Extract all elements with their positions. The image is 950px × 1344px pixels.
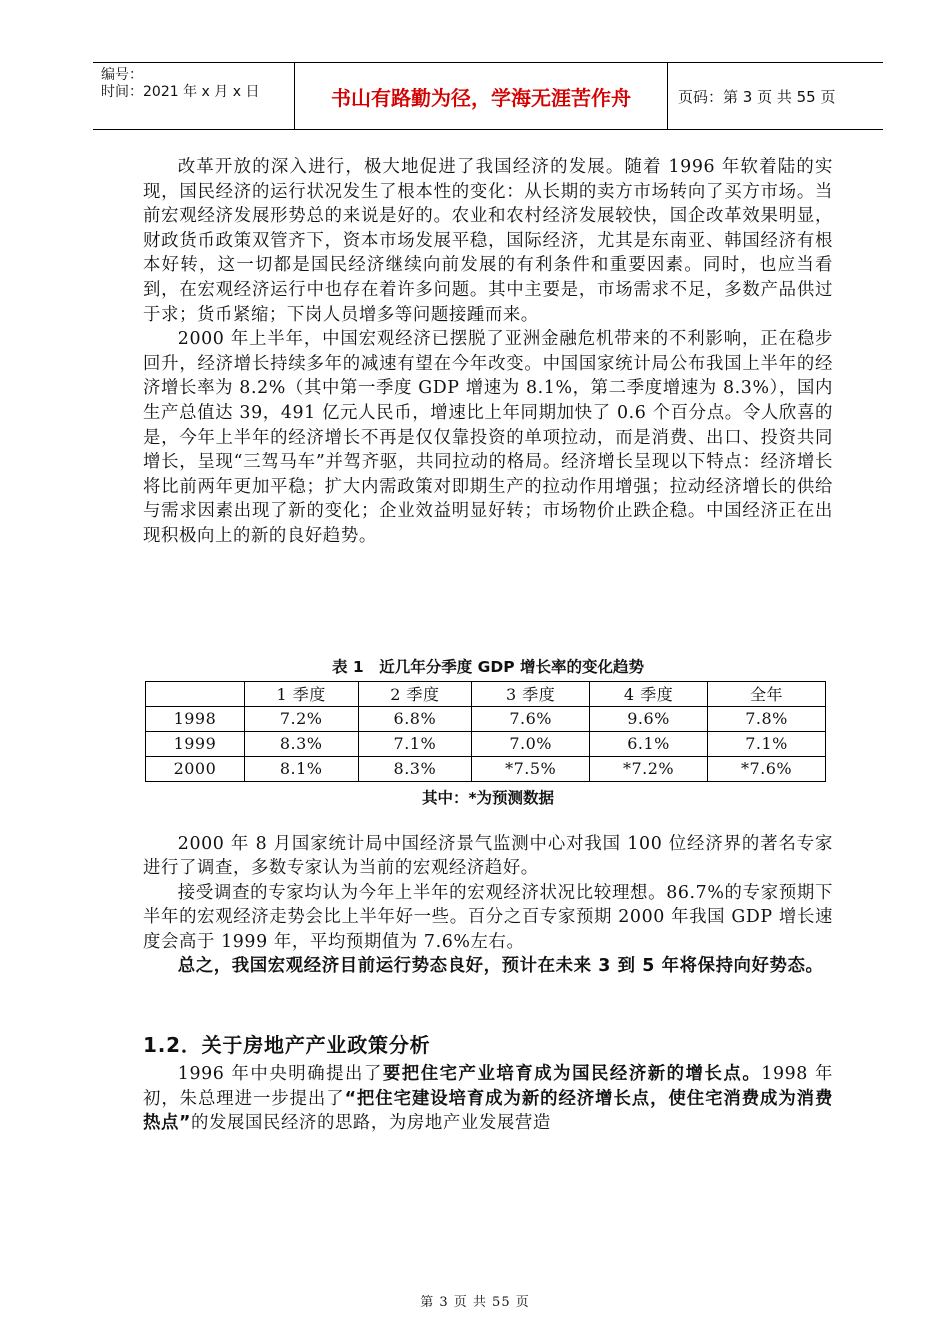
table-cell: *7.6% [708,756,826,781]
table-row [146,756,826,781]
table-cell: 8.1% [244,756,358,781]
p6-emphasis-d: “把住宅建设培育成为新的经济增长点，使住宅消费成为消费热点” [143,1088,833,1134]
table-row [146,731,826,756]
table-row [146,706,826,731]
page-header [93,62,883,130]
table-caption: 表 1 近几年分季度 GDP 增长率的变化趋势 [332,657,644,676]
p6-text-e: 的发展国民经济的思路，为房地产业发展营造 [191,1113,551,1134]
section-title: 1.2．关于房地产产业政策分析 [143,1033,431,1058]
table-cell: 7.2% [244,706,358,731]
table-cell: 8.3% [244,731,358,756]
table-cell: 3 季度 [472,681,590,706]
table-cell: 6.1% [590,731,708,756]
table-cell: 7.0% [472,731,590,756]
table-cell: 6.8% [358,706,472,731]
p6-text-c: 1998 年初，朱总理进一步提出了 [143,1064,833,1109]
table-cell: 7.6% [472,706,590,731]
table-cell: 全年 [708,681,826,706]
paragraph-4: 接受调查的专家均认为今年上半年的宏观经济状况比较理想。86.7%的专家预期下半年的宏观经济走势会比上半年好一些。百分之百专家预期 2000 年我国 GDP 增长速度会高于 1999 年，平均预期值为 7.6%左右。 [143,882,833,952]
table-cell: *7.2% [590,756,708,781]
table-cell: 7.8% [708,706,826,731]
table-cell: 1999 [146,731,245,756]
table-cell: 4 季度 [590,681,708,706]
table-cell: 8.3% [358,756,472,781]
paragraph-6 [143,1062,833,1136]
paragraph-summary: 总之，我国宏观经济目前运行势态良好，预计在未来 3 到 5 年将保持向好势态。 [177,956,824,977]
table-cell: 9.6% [590,706,708,731]
p6-text-a: 1996 年中央明确提出了 [177,1064,383,1085]
table-cell: 2000 [146,756,245,781]
p6-emphasis-b: 要把住宅产业培育成为国民经济新的增长点。 [382,1064,762,1085]
paragraph-2: 2000 年上半年，中国宏观经济已摆脱了亚洲金融危机带来的不利影响，正在稳步回升，经济增长持续多年的减速有望在今年改变。中国国家统计局公布我国上半年的经济增长率为 8.2%（其中第一季度 GDP 增速为 8.1%，第二季度增速为 8.3%），国内生产总值达 39，491 亿元人民币，增速比上年同期加快了 0.6 个百分点。令人欣喜的是，今年上半年的经济增长不再是仅仅靠投资的单项拉动，而是消费、出口、投资共同增长，呈现“三驾马车”并驾齐驱，共同拉动的格局。经济增长呈现以下特点：经济增长将比前两年更加平稳；扩大内需政策对即期生产的拉动作用增强；拉动经济增长的供给与需求因素出现了新的变化；企业效益明显好转；市场物价止跌企稳。中国经济正在出现积极向上的新的良好趋势。 [143,329,833,546]
table-header-row [146,681,826,706]
header-page-info: 页码：第 3 页 共 55 页 [678,87,836,106]
header-number: 编号： [101,67,143,83]
header-meta [93,63,295,129]
table-cell: 1 季度 [244,681,358,706]
table-cell: 2 季度 [358,681,472,706]
header-motto: 书山有路勤为径，学海无涯苦作舟 [295,63,668,129]
document-body [143,155,833,1136]
table-cell: 7.1% [708,731,826,756]
table-cell [146,681,245,706]
table-cell: 1998 [146,706,245,731]
header-time: 时间：2021 年 x 月 x 日 [101,84,260,100]
paragraph-1: 改革开放的深入进行，极大地促进了我国经济的发展。随着 1996 年软着陆的实现，国民经济的运行状况发生了根本性的变化：从长期的卖方市场转向了买方市场。当前宏观经济发展形势总的来说是好的。农业和农村经济发展较快，国企改革效果明显，财政货币政策双管齐下，资本市场发展平稳，国际经济，尤其是东南亚、韩国经济有根本好转，这一切都是国民经济继续向前发展的有利条件和重要因素。同时，也应当看到，在宏观经济运行中也存在着许多问题。其中主要是，市场需求不足，多数产品供过于求；货币紧缩；下岗人员增多等问题接踵而来。 [143,157,833,325]
table-cell: 7.1% [358,731,472,756]
gdp-table [145,681,826,782]
paragraph-3: 2000 年 8 月国家统计局中国经济景气监测中心对我国 100 位经济界的著名专家进行了调查，多数专家认为当前的宏观经济趋好。 [143,833,833,879]
table-note: 其中：*为预测数据 [421,788,555,807]
table-cell: *7.5% [472,756,590,781]
page-footer: 第 3 页 共 55 页 [420,1295,530,1310]
